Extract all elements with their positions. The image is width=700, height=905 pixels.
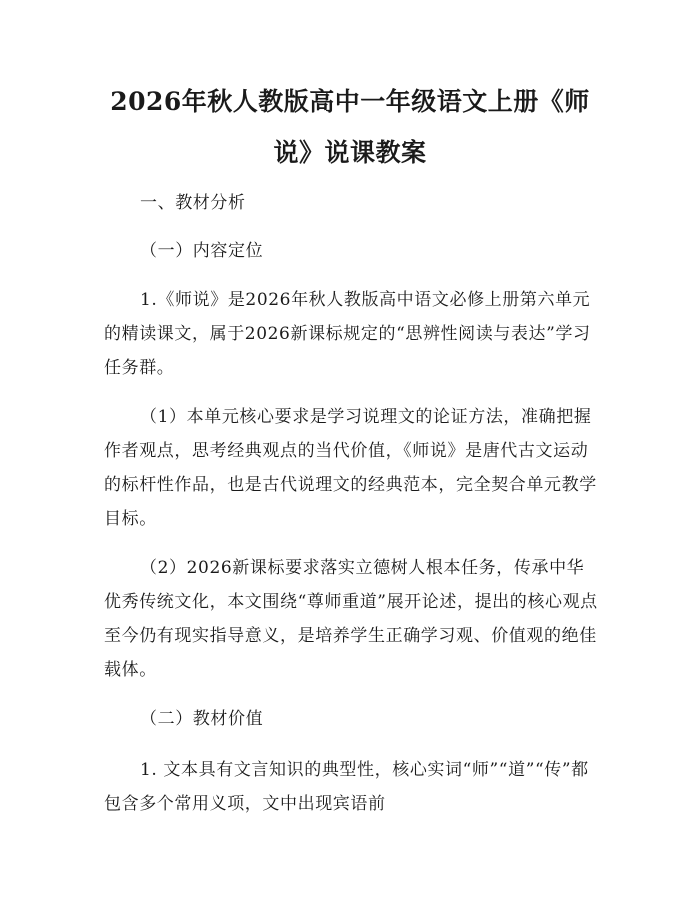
paragraph-1: 1.《师说》是2026年秋人教版高中语文必修上册第六单元的精读课文，属于2026新课标规定的“思辨性阅读与表达”学习任务群。	[104, 290, 591, 378]
paragraph-3: （2）2026新课标要求落实立德树人根本任务，传承中华优秀传统文化，本文围绕“尊师重道”展开论述，提出的核心观点至今仍有现实指导意义，是培养学生正确学习观、价值观的绝佳载体。	[104, 558, 598, 680]
subsection-heading-textbook-value: （二）教材价值	[140, 709, 264, 729]
section-heading-textbook-analysis: 一、教材分析	[140, 193, 246, 213]
document-title-line-2: 说》说课教案	[273, 138, 427, 167]
paragraph-4: 1. 文本具有文言知识的典型性，核心实词“师”“道”“传”都包含多个常用义项，文中出现宾语前	[104, 760, 589, 814]
document-title-line-1: 2026年秋人教版高中一年级语文上册《师	[110, 87, 590, 116]
paragraph-2: （1）本单元核心要求是学习说理文的论证方法，准确把握作者观点，思考经典观点的当代价值，《师说》是唐代古文运动的标杆性作品，也是古代说理文的经典范本，完全契合单元教学目标。	[104, 407, 597, 529]
subsection-heading-content-positioning: （一）内容定位	[140, 241, 264, 261]
